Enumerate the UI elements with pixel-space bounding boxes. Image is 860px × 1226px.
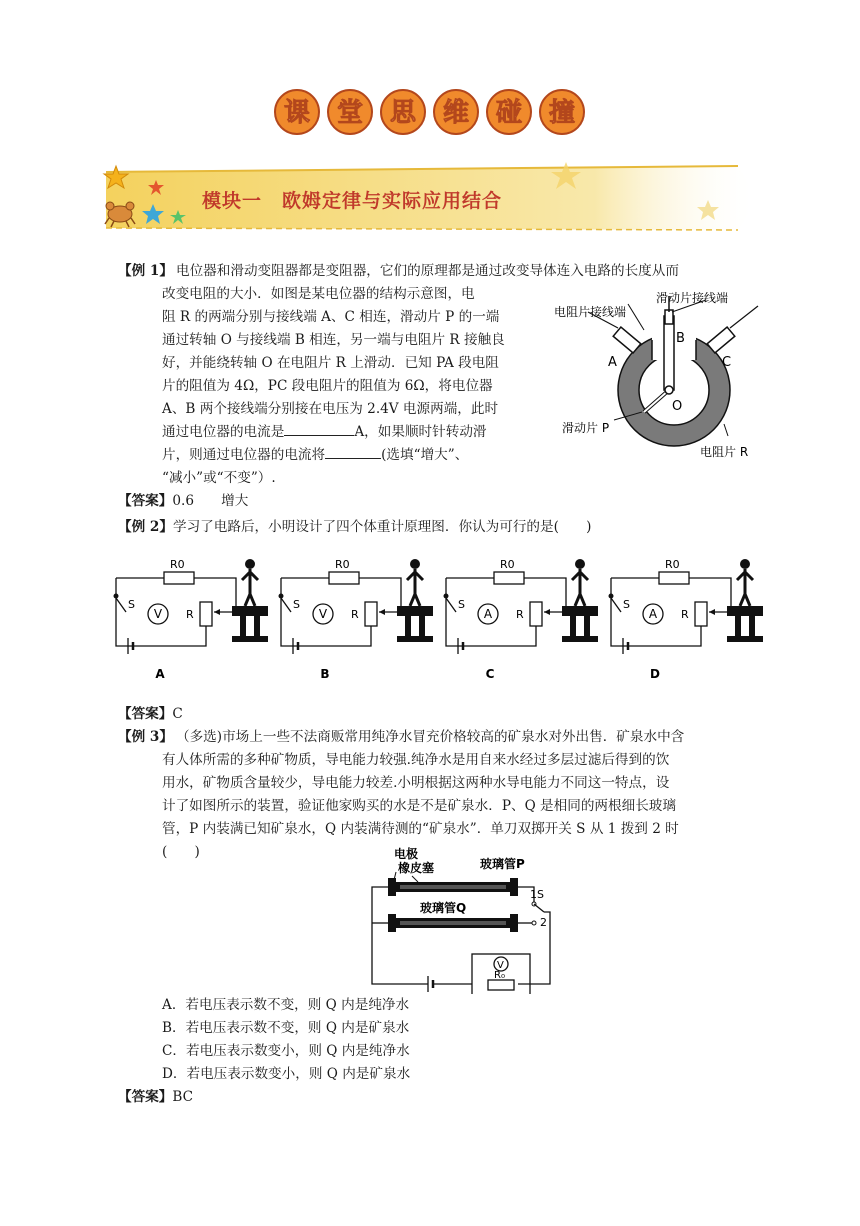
example-1-line: A、B 两个接线端分别接在电压为 2.4V 电源两端，此时 [162,401,499,417]
svg-text:堂: 堂 [336,98,364,128]
example-1-answer: 【答案】0.6 增大 [118,493,249,509]
option-a[interactable]: A．若电压表示数不变，则 Q 内是纯净水 [162,997,410,1013]
meter-label: A [483,607,493,621]
tube-p-label: 玻璃管P [480,857,525,871]
svg-text:维: 维 [442,98,470,128]
circuit-label: C [485,667,495,681]
circuit-d [609,558,764,681]
example-3-line: 管，P 内装满已知矿泉水，Q 内装满待测的“矿泉水”．单刀双掷开关 S 从 1 拨到 2 时 [162,821,679,837]
banner-char [434,90,478,134]
svg-text:思: 思 [389,98,417,128]
stopper-label: 橡皮塞 [398,861,435,875]
example-1-line: 电位器和滑动变阻器都是变阻器，它们的原理都是通过改变导体连入电路的长度从而 [176,263,679,279]
circuit-b [279,558,434,681]
banner-char [487,90,531,134]
potentiometer-figure [548,286,768,466]
r0-label: R0 [500,558,515,571]
section-banner [270,88,590,136]
label-c: C [722,355,732,370]
example-1-tag: 【例 1】 [118,263,173,279]
label-resistor-terminal: 电阻片接线端 [554,305,627,319]
option-d[interactable]: D．若电压表示数变小，则 Q 内是矿泉水 [162,1066,411,1082]
circuit-a [114,558,269,681]
switch-label: S [293,598,300,611]
circuit-label: B [320,667,330,681]
label-o: O [672,399,683,414]
switch-2-label: 2 [540,916,547,929]
weight-scale-circuits [108,550,768,690]
circuit-c [444,558,599,681]
label-resistor: 电阻片 R [700,445,749,459]
r-label: R [516,608,524,621]
switch-label: S [623,598,630,611]
module-title: 模块一 欧姆定律与实际应用结合 [202,190,503,212]
meter-label: A [648,607,658,621]
svg-text:撞: 撞 [548,98,576,128]
example-1-line: 片的阻值为 4Ω，PC 段电阻片的阻值为 6Ω，将电位器 [162,378,493,394]
example-3-line: （多选)市场上一些不法商贩常用纯净水冒充价格较高的矿泉水对外出售．矿泉水中含 [176,729,685,745]
example-3-line: 用水，矿物质含量较少，导电能力较差.小明根据这两种水导电能力不同这一特点，设 [162,775,670,791]
example-3-answer: 【答案】BC [118,1089,194,1105]
banner-char [381,90,425,134]
svg-text:课: 课 [283,98,311,128]
label-a: A [608,355,617,370]
example-1-line: 阻 R 的两端分别与接线端 A、C 相连，滑动片 P 的一端 [162,309,500,325]
label-slider-terminal: 滑动片接线端 [656,291,729,305]
label-b: B [676,331,685,346]
example-2-question: 【例 2】学习了电路后，小明设计了四个体重计原理图．你认为可行的是( ) [118,519,592,535]
example-1-line: 好，并能绕转轴 O 在电阻片 R 上滑动．已知 PA 段电阻 [162,355,499,371]
r0-label: R₀ [494,970,505,981]
svg-text:碰: 碰 [495,98,523,128]
example-1-line: 片，则通过电位器的电流将 (选填“增大”、 [162,444,468,466]
switch-1-label: 1S [530,888,544,901]
example-1-line: 通过转轴 O 与接线端 B 相连，另一端与电阻片 R 接触良 [162,332,505,348]
example-1-line: 通过电位器的电流是 A，如果顺时针转动滑 [162,421,487,443]
switch-label: S [458,598,465,611]
example-3-tag: 【例 3】 [118,729,173,745]
example-3-line: ( ) [162,844,200,860]
r-label: R [681,608,689,621]
circuit-label: D [650,667,660,681]
voltmeter-label: V [497,960,504,971]
banner-char [328,90,372,134]
option-c[interactable]: C．若电压表示数变小，则 Q 内是纯净水 [162,1043,410,1059]
example-3-line: 计了如图所示的装置，验证他家购买的水是不是矿泉水．P、Q 是相同的两根细长玻璃 [162,798,676,814]
r0-label: R0 [335,558,350,571]
banner-char [275,90,319,134]
meter-label: V [318,607,328,621]
example-2-answer: 【答案】C [118,706,183,722]
electrode-label: 电极 [394,847,419,861]
r-label: R [186,608,194,621]
r0-label: R0 [170,558,185,571]
label-slider: 滑动片 P [562,421,610,435]
tube-q-label: 玻璃管Q [420,901,467,915]
banner-char [540,90,584,134]
answer-blank[interactable] [325,444,381,459]
r-label: R [351,608,359,621]
meter-label: V [153,607,163,621]
example-3-line: 有人体所需的多种矿物质，导电能力较强.纯净水是用自来水经过多层过滤后得到的饮 [162,752,670,768]
banner-svg [270,88,590,136]
circuit-label: A [155,667,165,681]
example-1-line: 改变电阻的大小．如图是某电位器的结构示意图，电 [162,286,475,302]
answer-blank[interactable] [284,421,354,436]
switch-label: S [128,598,135,611]
example-1-line: “减小”或“不变”）. [162,470,276,486]
glass-tube-circuit [368,846,558,994]
r0-label: R0 [665,558,680,571]
option-b[interactable]: B．若电压表示数不变，则 Q 内是矿泉水 [162,1020,410,1036]
